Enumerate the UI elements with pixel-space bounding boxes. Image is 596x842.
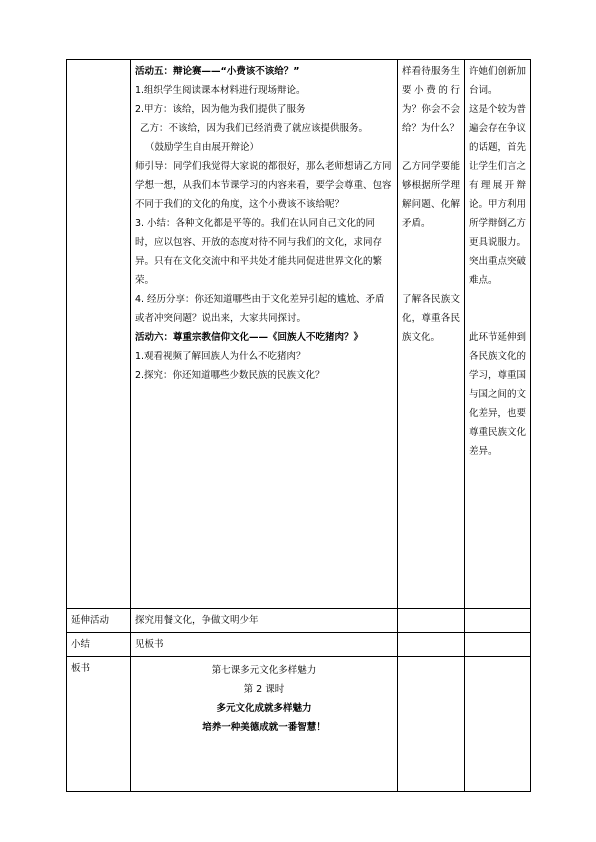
activity5-guide: 师引导：同学们我觉得大家说的都很好，那么老师想请乙方同学想一想，从我们本节课学习的内容来看，要学会尊重、包容不同于我们的文化的角度，这个小费该不该给呢？	[134, 161, 392, 210]
board-line-1: 第七课多元文化多样魅力	[211, 665, 317, 676]
student-text-2: 乙方同学要能够根据所学理解问题、化解矛盾。	[401, 161, 460, 229]
student-activity-cell	[397, 60, 464, 609]
activity5-step2: 2.甲方：该给，因为他为我们提供了服务	[134, 104, 306, 115]
intent-text-1: 许她们创新加台词。	[468, 66, 526, 96]
activity5-summary: 3. 小结：各种文化都是平等的。我们在认同自己文化的同时，应以包容、开放的态度对待不同与我们的文化，求同存异。只有在文化交流中和平共处才能共同促进世界文化的繁荣。	[134, 218, 382, 286]
summary-empty-2	[464, 633, 530, 657]
board-line-3: 多元文化成就多样魅力	[216, 703, 312, 714]
activity6-step1: 1.观看视频了解回族人为什么不吃猪肉？	[134, 351, 306, 362]
summary-text: 见板书	[130, 633, 397, 657]
extend-empty-1	[397, 609, 464, 633]
summary-row	[67, 633, 531, 657]
activity6-title: 活动六：尊重宗教信仰文化——《回族人不吃猪肉？》	[134, 332, 363, 343]
activity-row	[67, 60, 531, 609]
board-empty-1	[397, 657, 464, 792]
board-label: 板书	[67, 657, 131, 792]
empty-label-cell	[67, 60, 131, 609]
extend-text: 探究用餐文化，争做文明少年	[130, 609, 397, 633]
extend-label: 延伸活动	[67, 609, 131, 633]
student-text-3: 了解各民族文化，尊重各民族文化。	[401, 294, 460, 343]
design-intent-cell	[464, 60, 530, 609]
lesson-plan-table	[66, 59, 531, 792]
summary-empty-1	[397, 633, 464, 657]
board-row	[67, 657, 531, 792]
activity5-title: 活动五：辩论赛——“小费该不该给？”	[134, 66, 300, 77]
board-line-2: 第 2 课时	[243, 684, 285, 695]
activity5-note: （鼓励学生自由展开辩论）	[144, 142, 259, 153]
intent-text-4: 此环节延伸到各民族文化的学习，尊重国与国之间的文化差异，也要尊重民族文化差异。	[468, 332, 526, 457]
extend-row	[67, 609, 531, 633]
activity5-step1: 1.组织学生阅读课本材料进行现场辩论。	[134, 85, 306, 96]
intent-text-3: 突出重点突破难点。	[468, 256, 526, 286]
student-text-1: 样看待服务生要小费的行为？你会不会给？为什么？	[401, 66, 460, 134]
extend-empty-2	[464, 609, 530, 633]
board-line-4: 培养一种美德成就一番智慧！	[202, 722, 326, 733]
activity6-step2: 2.探究：你还知道哪些少数民族的民族文化？	[134, 370, 325, 381]
intent-text-2: 这是个较为普遍会存在争议的话题，首先让学生们言之有理展开辩论。甲方利用所学辩倒乙方更具说服力。	[468, 104, 526, 248]
summary-label: 小结	[67, 633, 131, 657]
activity5-step2b: 乙方：不该给，因为我们已经消费了就应该提供服务。	[139, 123, 368, 134]
activity-content-cell	[130, 60, 397, 609]
activity5-share: 4. 经历分享：你还知道哪些由于文化差异引起的尴尬、矛盾或者冲突问题？说出来，大家共同探讨。	[134, 294, 385, 324]
board-empty-2	[464, 657, 530, 792]
board-content	[130, 657, 397, 792]
